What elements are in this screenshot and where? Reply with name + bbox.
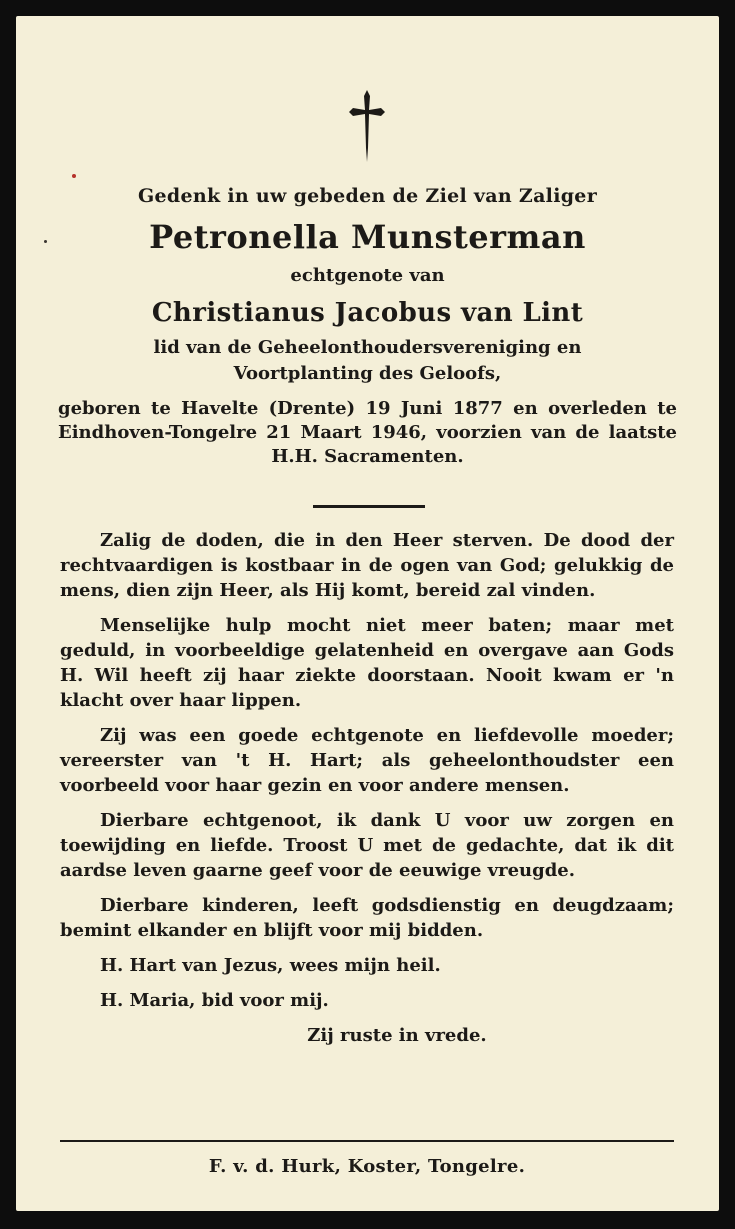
long-divider	[60, 1140, 674, 1142]
deceased-name: Petronella Munsterman	[149, 218, 586, 256]
paragraph-1: Zalig de doden, die in den Heer sterven. De dood der rechtvaardigen is kostbaar in de ogen van God; gelukkig de mens, dien zijn Heer, als Hij komt, bereid zal vinden.	[60, 530, 674, 601]
closing-line: Zij ruste in vrede.	[307, 1025, 487, 1046]
prayer-2: H. Maria, bid voor mij.	[100, 990, 329, 1011]
society-line-2: Voortplanting des Geloofs,	[233, 363, 502, 384]
printer-credit: F. v. d. Hurk, Koster, Tongelre.	[208, 1156, 526, 1177]
birth-death-line: geboren te Havelte (Drente) 19 Juni 1877 en overleden te Eindhoven-Tongelre 21 Maart 1946, voorzien van de laatste H.H. Sacramenten.	[58, 398, 677, 467]
header-block	[46, 181, 689, 469]
paragraph-2: Menselijke hulp mocht niet meer baten; maar met geduld, in voorbeeldige gelatenheid en overgave aan Gods H. Wil heeft zij haar ziekte doorstaan. Nooit kwam er 'n klacht over haar lippen.	[60, 615, 674, 711]
paragraph-3: Zij was een goede echtgenote en liefdevolle moeder; vereerster van 't H. Hart; als geheelonthoudster een voorbeeld voor haar gezin en voor andere mensen.	[60, 725, 674, 796]
relation-line: echtgenote van	[290, 265, 445, 286]
cross-icon	[347, 86, 387, 166]
memorial-card	[16, 16, 719, 1211]
ink-speck	[72, 174, 76, 178]
short-divider	[313, 505, 425, 508]
society-line-1: lid van de Geheelonthoudersvereniging en	[153, 337, 582, 358]
memorial-text	[60, 528, 674, 1048]
paragraph-5: Dierbare kinderen, leeft godsdienstig en deugdzaam; bemint elkander en blijft voor mij bidden.	[60, 895, 674, 941]
spouse-name: Christianus Jacobus van Lint	[151, 298, 584, 328]
ink-speck	[44, 240, 47, 243]
paragraph-4: Dierbare echtgenoot, ik dank U voor uw zorgen en toewijding en liefde. Troost U met de gedachte, dat ik dit aardse leven gaarne geef voor de eeuwige vreugde.	[60, 810, 674, 881]
intro-line: Gedenk in uw gebeden de Ziel van Zaliger	[137, 185, 598, 207]
prayer-1: H. Hart van Jezus, wees mijn heil.	[100, 955, 441, 976]
